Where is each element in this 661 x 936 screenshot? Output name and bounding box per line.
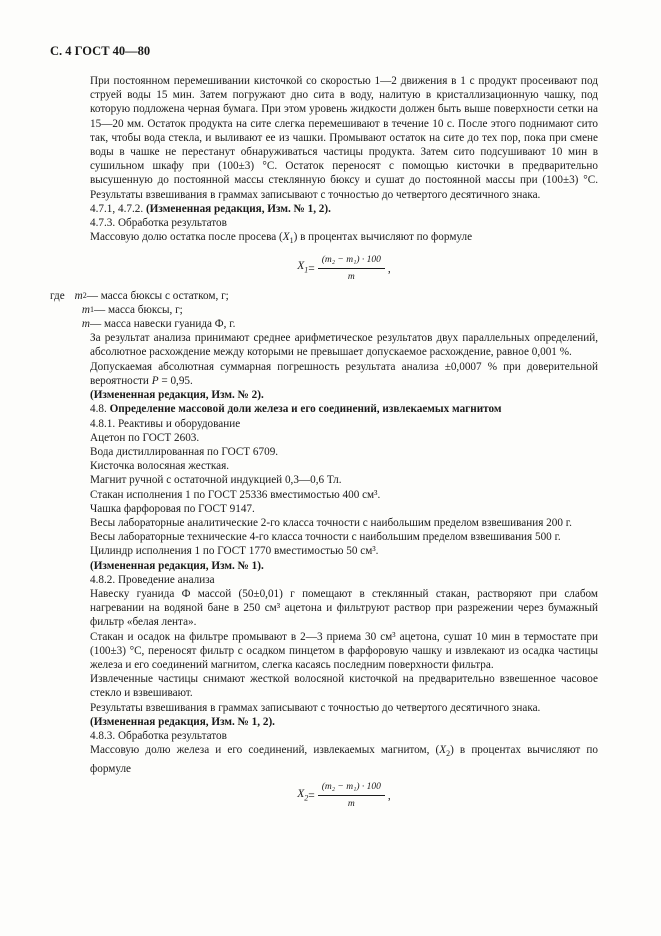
paragraph-result: За результат анализа принимают среднее арифметическое результатов двух параллельных определений, абсолютное расхождение между которыми не превышает допускаемое расхождение, равное 0,001 %.	[90, 332, 598, 359]
edit-note-2: (Измененная редакция, Изм. № 2).	[90, 389, 264, 402]
section-482-heading: 4.8.2. Проведение анализа	[90, 573, 215, 586]
list-item: Кисточка волосяная жесткая.	[90, 460, 230, 473]
paragraph-error: Допускаемая абсолютная суммарная погрешность результата анализа ±0,0007 % при доверительной вероятности P = 0,95.	[90, 360, 598, 387]
formula-x2: $X_2$ = $\frac{\text{(m₂ − m₁) · 100}}{m}$ ,	[90, 776, 598, 816]
section-483-heading: 4.8.3. Обработка результатов	[90, 729, 227, 742]
edit-note-12: (Измененная редакция, Изм. № 1, 2).	[90, 715, 275, 728]
section-473-heading: 4.7.3. Обработка результатов	[90, 217, 227, 230]
paragraph-scales-technical: Весы лабораторные технические 4-го класса точности с наибольшим пределом взвешивания 500 г.	[90, 531, 561, 544]
legend-row: m — масса навески гуанида Ф, г.	[81, 318, 236, 331]
page-header: С. 4 ГОСТ 40—80	[50, 44, 151, 58]
formula2-intro: Массовую долю железа и его соединений, извлекаемых магнитом, $(X_2)$ в процентах вычисляют по формуле	[90, 744, 598, 775]
list-item: Чашка фарфоровая по ГОСТ 9147.	[90, 502, 255, 515]
formula-lhs: $X_1$	[297, 260, 309, 275]
section-48-heading: 4.8. Определение массовой доли железа и его соединений, извлекаемых магнитом	[90, 403, 502, 416]
legend-row: m 1 — масса бюксы, г;	[81, 303, 183, 316]
list-item: Магнит ручной с остаточной индукцией 0,3—0,6 Тл.	[90, 474, 342, 487]
paragraph-extract: Извлеченные частицы снимают жесткой волосяной кисточкой на предварительно взвешенное часовое стекло и взвешивают.	[90, 673, 598, 700]
formula-x1: $X_1$ = $\frac{\text{(m₂ − m₁) · 100}}{m}$ ,	[90, 249, 598, 289]
paragraph-cylinder: Цилиндр исполнения 1 по ГОСТ 1770 вместимостью 50 см³.	[90, 545, 379, 558]
edit-note-1: (Измененная редакция, Изм. № 1).	[90, 559, 264, 572]
formula1-intro: Массовую долю остатка после просева $(X_1)$ в процентах вычисляют по формуле	[90, 231, 473, 246]
document-body	[50, 74, 598, 816]
formula-lhs: $X_2$	[297, 787, 309, 802]
list-item: Ацетон по ГОСТ 2603.	[90, 431, 200, 444]
list-item: Вода дистиллированная по ГОСТ 6709.	[90, 445, 279, 458]
list-item: Стакан исполнения 1 по ГОСТ 25336 вместимостью 400 см³.	[90, 488, 381, 501]
legend-row: где m 2 — масса бюксы с остатком, г;	[50, 289, 229, 302]
paragraph-wash: Стакан и осадок на фильтре промывают в 2—3 приема 30 см³ ацетона, сушат 10 мин в термостате при (100±3) °С, переносят фильтр с осадком пинцетом в фарфоровую чашку и извлекают из осадка частицы железа и его соединений магнитом, слегка касаясь последним поверхности фильтра.	[90, 630, 598, 671]
paragraph-weigh: Результаты взвешивания в граммах записывают с точностью до четвертого десятичного знака.	[90, 701, 541, 714]
paragraph-scales-analytic: Весы лабораторные аналитические 2-го класса точности с наибольшим пределом взвешивания 200 г.	[90, 516, 572, 529]
paragraph-sample: Навеску гуанида Ф массой (50±0,01) г помещают в стеклянный стакан, растворяют при слабом нагревании на водяной бане в 250 см³ ацетона и фильтруют раствор при разрежении через бумажный фильтр «белая лента».	[90, 587, 598, 629]
formula-fraction: $\frac{\text{(m₂ − m₁) · 100}}{m}$	[318, 780, 385, 811]
formula-fraction: $\frac{\text{(m₂ − m₁) · 100}}{m}$	[318, 253, 385, 284]
edit-note-471: 4.7.1, 4.7.2. (Измененная редакция, Изм. № 1, 2).	[90, 202, 331, 215]
section-481-heading: 4.8.1. Реактивы и оборудование	[90, 417, 241, 430]
paragraph-sieving: При постоянном перемешивании кисточкой со скоростью 1—2 движения в 1 с продукт просеивают под струей воды 15 мин. Затем погружают дно сита в воду, налитую в кристаллизационную чашку, под которую подложена черная бумага. При этом уровень жидкости должен быть выше поверхности сетки на 15—20 мм. Остаток продукта на сите слегка перемешивают в течение 10 с. После этого поднимают сито так, чтобы вода стекла, и выливают ее из чашки. Промывают остаток на сите до тех пор, пока при смене воды в чашке не перестанут обнаруживаться частицы продукта. Затем сито подсушивают 10 мин в сушильном шкафу при (100±3) °С. Остаток переносят с помощью кисточки в предварительно высушенную до постоянной массы стеклянную бюксу и сушат до постоянной массы при (100±3) °С. Результаты взвешивания в граммах записывают с точностью до четвертого десятичного знака.	[90, 75, 598, 201]
formula1-legend	[50, 289, 598, 332]
